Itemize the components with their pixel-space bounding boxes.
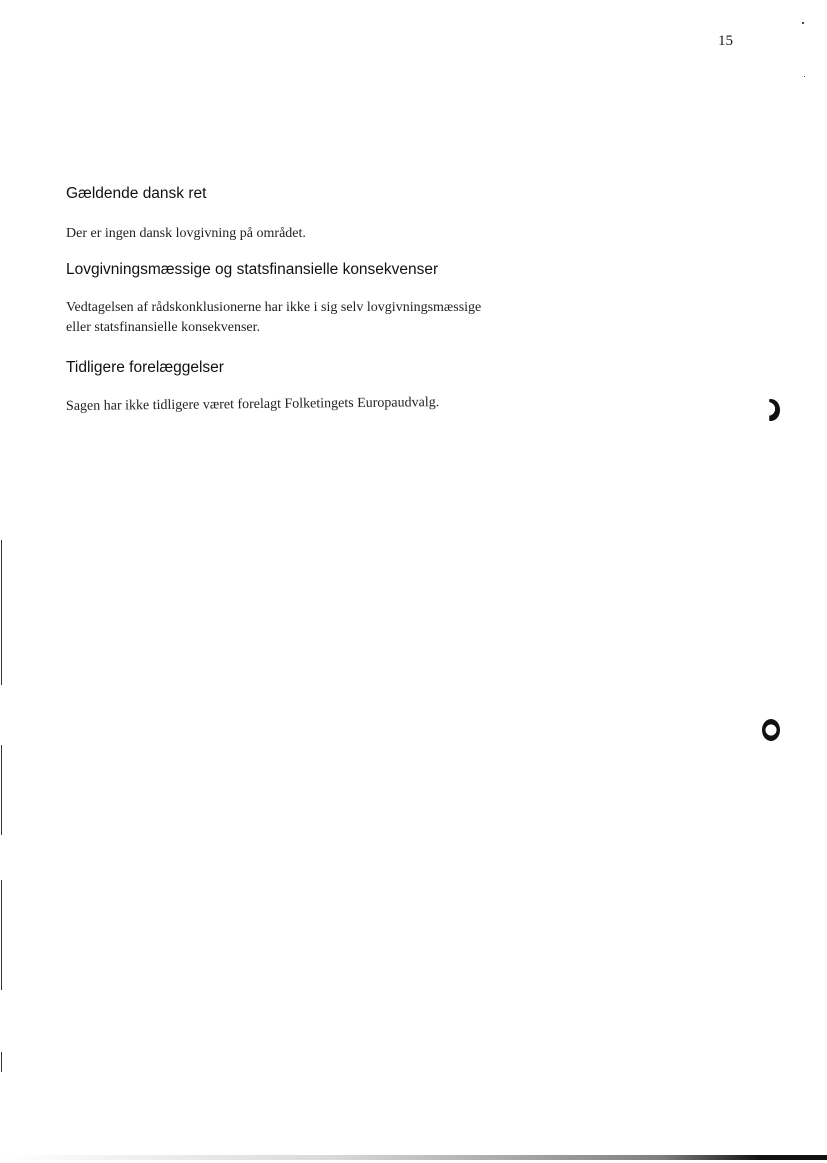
scan-edge-line <box>1 1052 2 1072</box>
scan-speck <box>804 76 805 77</box>
punch-hole-mark <box>762 719 780 741</box>
section-paragraph-legislative-consequences-line-2: eller statsfinansielle konsekvenser. <box>66 320 260 335</box>
scan-speck <box>802 22 804 24</box>
scan-edge-line <box>1 880 2 990</box>
section-heading-previous-submissions: Tidligere forelæggelser <box>66 359 224 376</box>
scan-edge-line <box>1 540 2 685</box>
section-paragraph-legislative-consequences-line-1: Vedtagelsen af rådskonklusionerne har ikke i sig selv lovgivningsmæssige <box>66 300 482 315</box>
section-paragraph-current-danish-law: Der er ingen dansk lovgivning på området. <box>66 226 306 241</box>
section-heading-current-danish-law: Gældende dansk ret <box>66 185 207 202</box>
section-heading-legislative-consequences: Lovgivningsmæssige og statsfinansielle konsekvenser <box>66 261 439 278</box>
punch-hole-mark <box>762 399 780 421</box>
scan-edge-line <box>1 745 2 835</box>
scan-bottom-edge <box>0 1155 827 1160</box>
section-paragraph-previous-submissions: Sagen har ikke tidligere været forelagt Folketingets Europaudvalg. <box>65 395 440 414</box>
page-number: 15 <box>718 33 733 49</box>
